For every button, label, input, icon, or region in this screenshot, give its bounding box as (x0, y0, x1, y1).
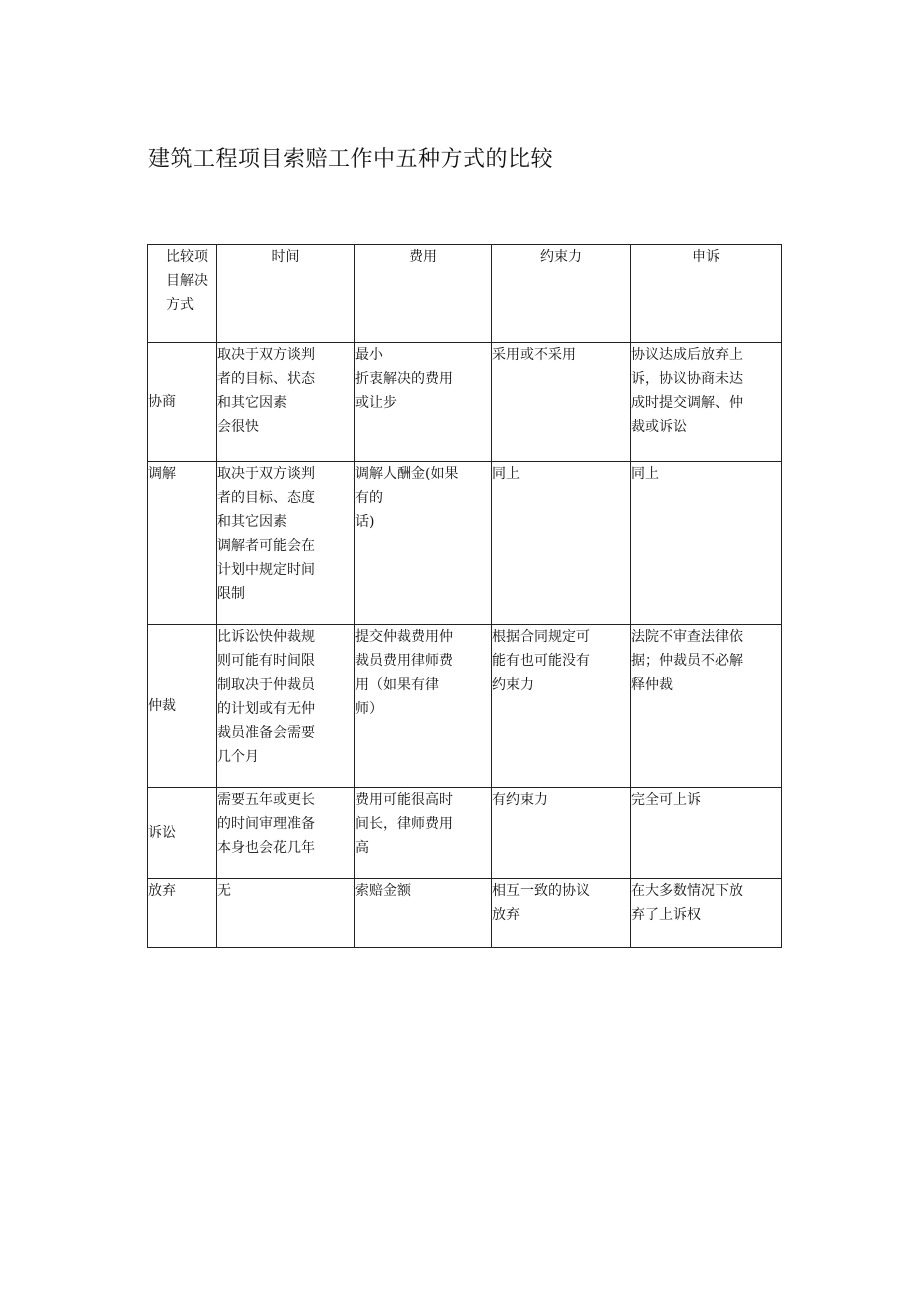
table-cell: 需要五年或更长 的时间审理准备 本身也会花几年 (217, 788, 355, 879)
table-cell: 费用可能很高时 间长，律师费用 高 (355, 788, 492, 879)
table-row (148, 462, 782, 625)
header-cell-cost: 费用 (355, 245, 492, 343)
comparison-table (147, 244, 782, 948)
table-cell: 根据合同规定可 能有也可能没有 约束力 (492, 625, 631, 788)
document-title: 建筑工程项目索赔工作中五种方式的比较 (148, 147, 554, 172)
header-cell-appeal: 申诉 (631, 245, 782, 343)
table-cell: 在大多数情况下放 弃了上诉权 (631, 879, 782, 948)
table-row (148, 625, 782, 788)
header-cell-binding: 约束力 (492, 245, 631, 343)
table-cell: 比诉讼快仲裁规 则可能有时间限 制取决于仲裁员 的计划或有无仲 裁员准备会需要 几个月 (217, 625, 355, 788)
row-label: 调解 (148, 462, 217, 625)
row-label: 协商 (148, 343, 217, 462)
table-cell: 法院不审查法律依 据；仲裁员不必解 释仲裁 (631, 625, 782, 788)
row-label: 放弃 (148, 879, 217, 948)
table-cell: 取决于双方谈判 者的目标、状态 和其它因素 会很快 (217, 343, 355, 462)
table-row (148, 343, 782, 462)
table-cell: 协议达成后放弃上 诉，协议协商未达 成时提交调解、仲 裁或诉讼 (631, 343, 782, 462)
table-cell: 无 (217, 879, 355, 948)
table-cell: 同上 (631, 462, 782, 625)
table-cell: 取决于双方谈判 者的目标、态度 和其它因素 调解者可能会在 计划中规定时间 限制 (217, 462, 355, 625)
table-cell: 提交仲裁费用仲 裁员费用律师费 用（如果有律 师） (355, 625, 492, 788)
table-cell: 最小 折衷解决的费用 或让步 (355, 343, 492, 462)
table-row (148, 879, 782, 948)
header-cell-time: 时间 (217, 245, 355, 343)
table-header-row (148, 245, 782, 343)
table-cell: 索赔金额 (355, 879, 492, 948)
table-cell: 相互一致的协议 放弃 (492, 879, 631, 948)
table-cell: 调解人酬金(如果 有的 话) (355, 462, 492, 625)
row-label: 仲裁 (148, 625, 217, 788)
table-cell: 同上 (492, 462, 631, 625)
table-cell: 有约束力 (492, 788, 631, 879)
table-cell: 采用或不采用 (492, 343, 631, 462)
row-label: 诉讼 (148, 788, 217, 879)
header-cell-method: 比较项 目解决 方式 (148, 245, 217, 343)
table-cell: 完全可上诉 (631, 788, 782, 879)
table-row (148, 788, 782, 879)
